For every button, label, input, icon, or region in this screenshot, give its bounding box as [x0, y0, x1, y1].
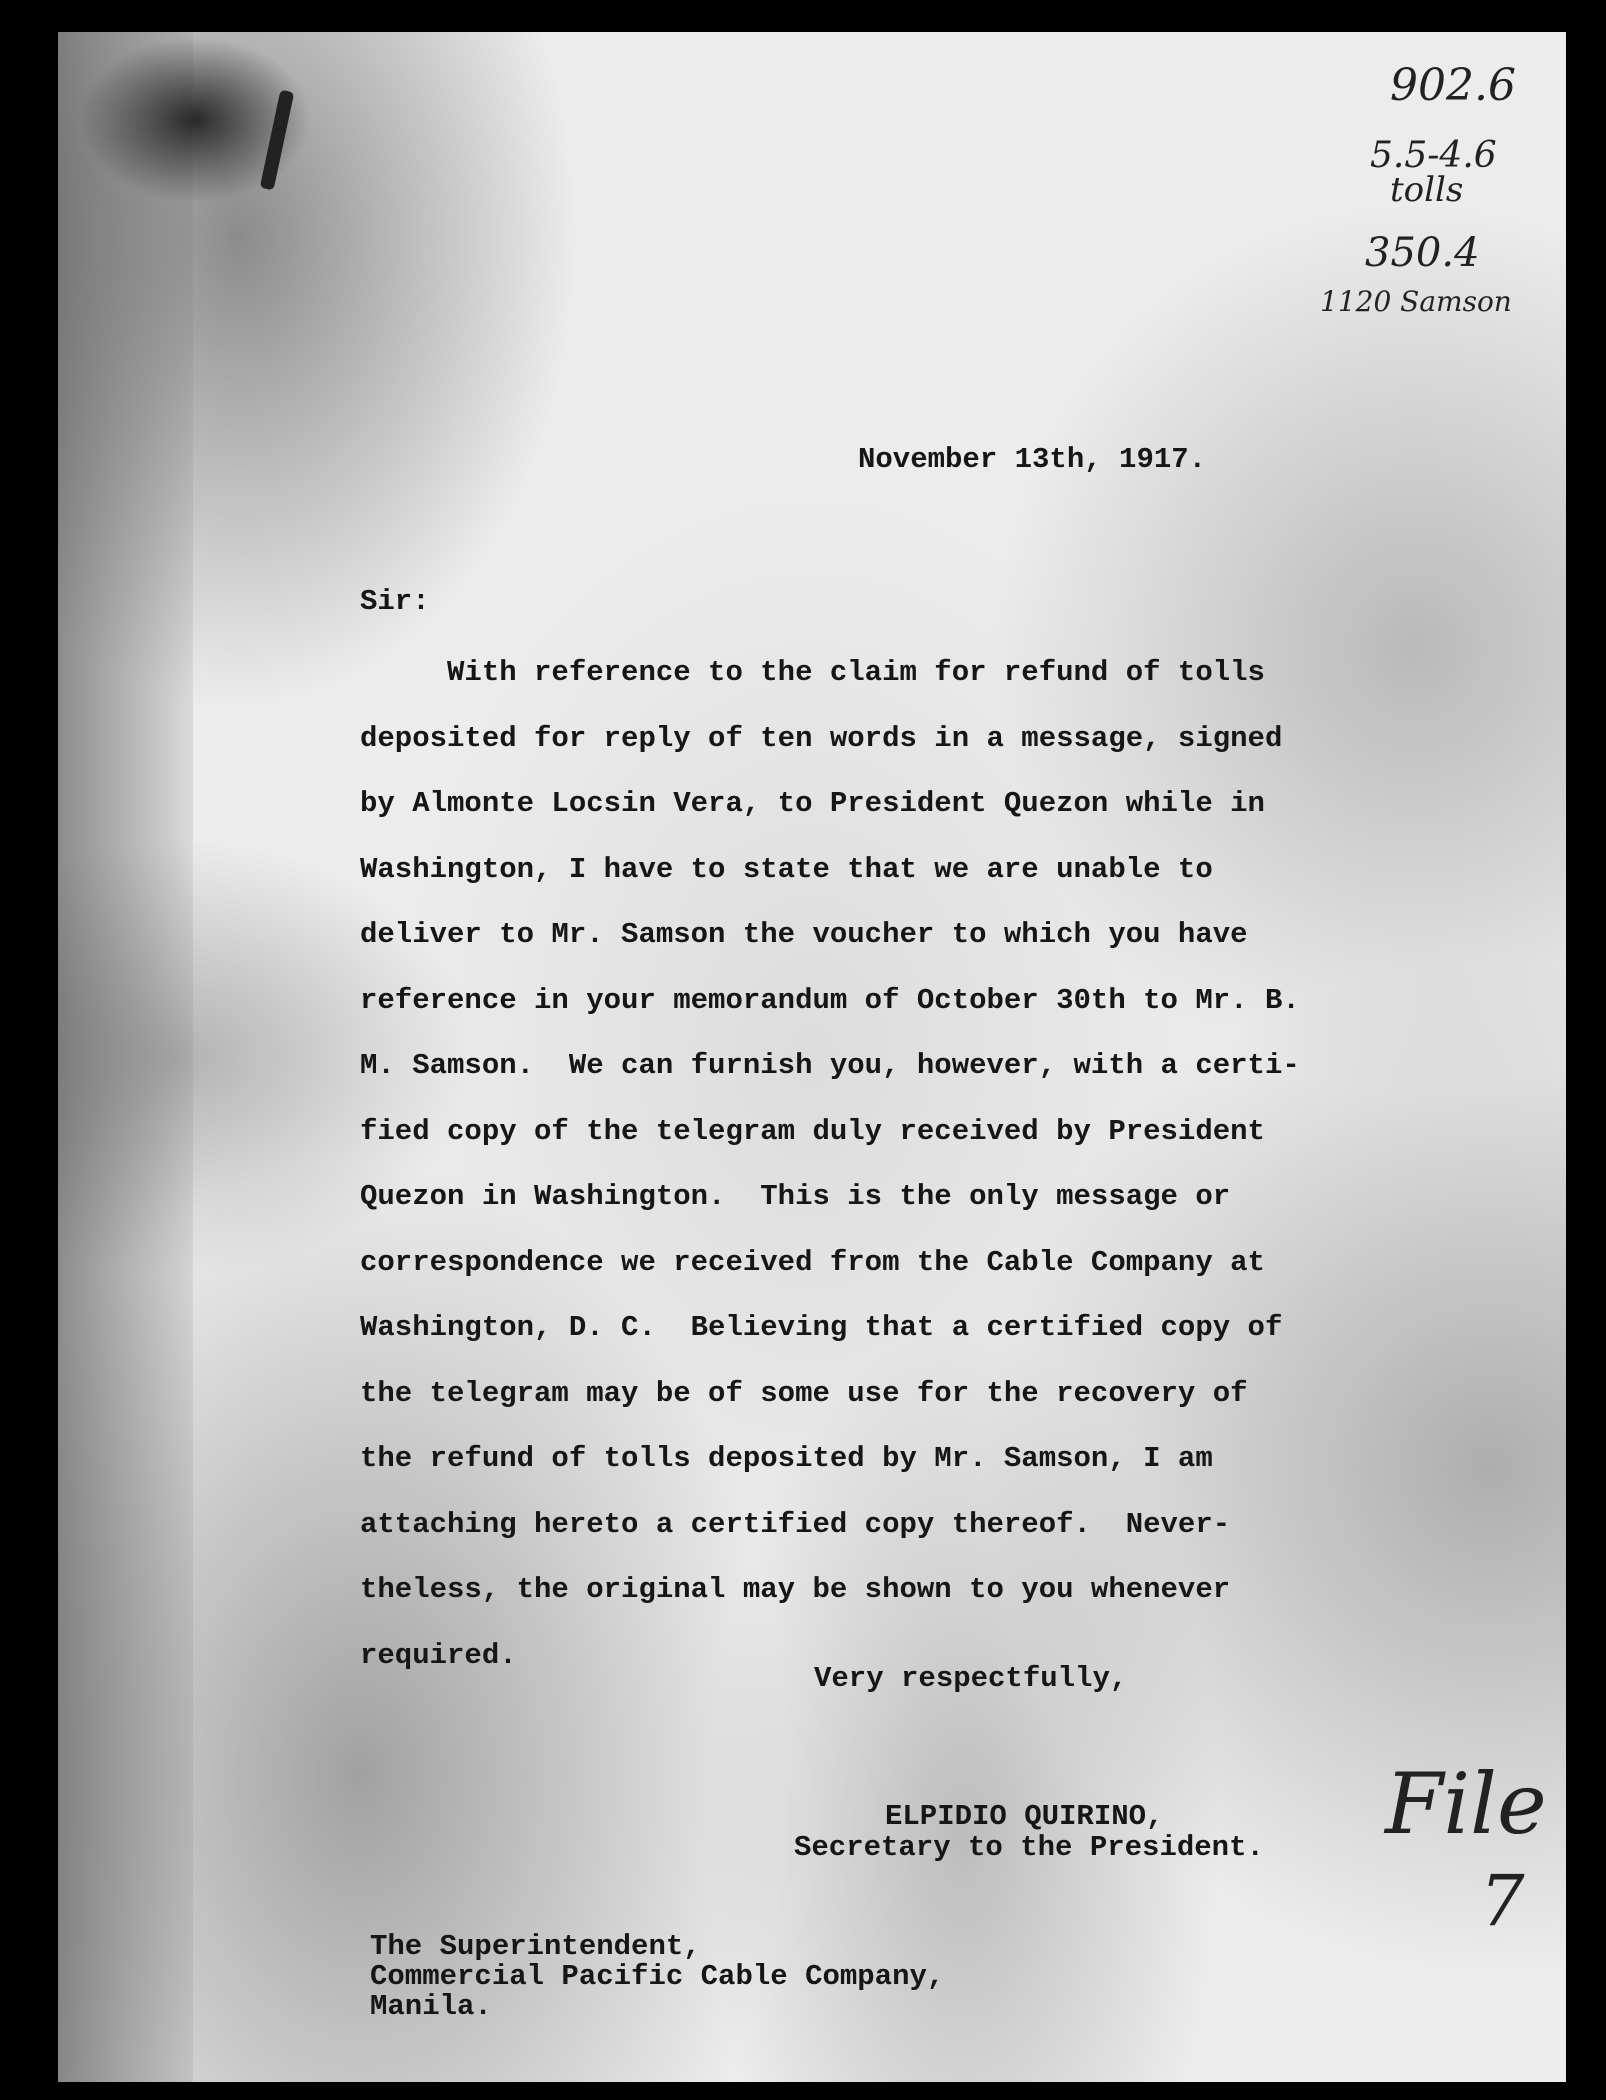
- closing: Very respectfully,: [814, 1662, 1128, 1695]
- handwritten-note: 1120 Samson: [1320, 285, 1512, 318]
- body-line: fied copy of the telegram duly received by President: [360, 1114, 1265, 1148]
- body-line: With reference to the claim for refund of tolls: [360, 656, 1265, 689]
- body-line: correspondence we received from the Cable Company at: [360, 1245, 1265, 1279]
- paper-fold-shadow: [58, 32, 193, 2082]
- body-line: reference in your memorandum of October 30th to Mr. B.: [360, 983, 1300, 1017]
- body-line: required.: [360, 1638, 517, 1672]
- body-line: theless, the original may be shown to you whenever: [360, 1573, 1231, 1606]
- body-line: the telegram may be of some use for the recovery of: [360, 1376, 1248, 1410]
- body-line: Washington, I have to state that we are unable to: [360, 852, 1213, 886]
- body-line: the refund of tolls deposited by Mr. Samson, I am: [360, 1442, 1213, 1475]
- body-line: deliver to Mr. Samson the voucher to which you have: [360, 918, 1248, 951]
- signer-name: ELPIDIO QUIRINO,: [885, 1800, 1164, 1833]
- handwritten-note: 350.4: [1365, 230, 1480, 276]
- letter-date: November 13th, 1917.: [858, 443, 1207, 476]
- handwritten-note: 902.6: [1390, 60, 1516, 111]
- addressee-line: Manila.: [370, 1990, 492, 2023]
- signer-title: Secretary to the President.: [794, 1831, 1264, 1864]
- handwritten-note: 5.5-4.6: [1370, 135, 1497, 176]
- addressee-line: Commercial Pacific Cable Company,: [370, 1960, 945, 1993]
- body-line: deposited for reply of ten words in a message, signed: [360, 721, 1283, 755]
- handwritten-file-number: 7: [1480, 1860, 1525, 1942]
- handwritten-note: tolls: [1390, 170, 1464, 210]
- body-line: by Almonte Locsin Vera, to President Quezon while in: [360, 787, 1265, 820]
- body-line: Washington, D. C. Believing that a certified copy of: [360, 1311, 1283, 1344]
- salutation: Sir:: [360, 585, 430, 618]
- addressee-line: The Superintendent,: [370, 1930, 701, 1963]
- body-line: M. Samson. We can furnish you, however, with a certi-: [360, 1049, 1300, 1082]
- handwritten-file-mark: File: [1385, 1755, 1547, 1853]
- body-line: attaching hereto a certified copy thereof. Never-: [360, 1507, 1231, 1541]
- body-line: Quezon in Washington. This is the only message or: [360, 1180, 1231, 1213]
- letter-body: [360, 640, 1300, 1688]
